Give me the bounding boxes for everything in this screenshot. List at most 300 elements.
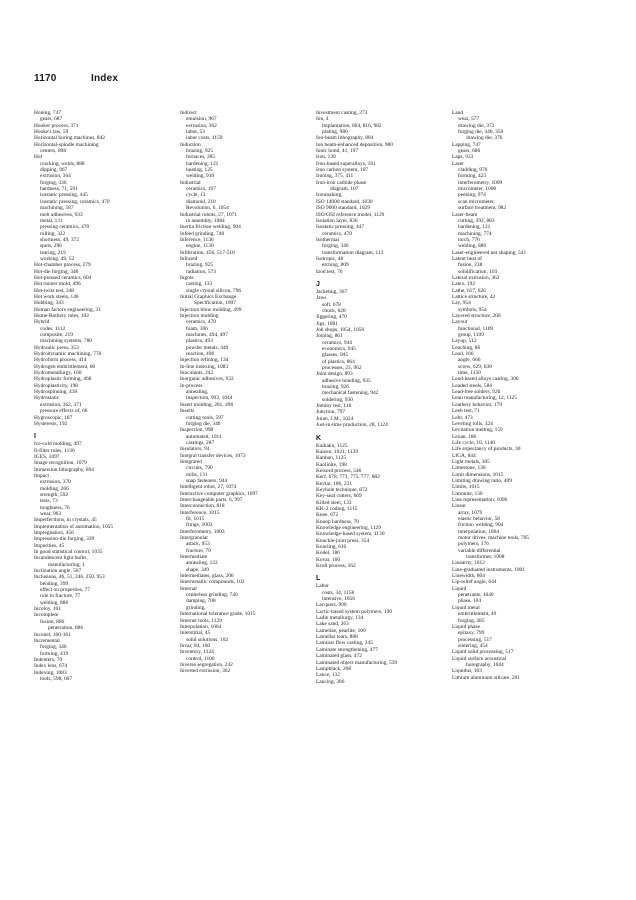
index-subentry: penetration, 886: [48, 625, 84, 632]
index-entry: Impregnation, 456: [34, 530, 74, 536]
index-subentry: ceramics, 470: [322, 230, 352, 237]
index-entry: Limestone, 130: [452, 465, 486, 472]
index-entry: Index lens, 674: [34, 663, 68, 670]
index-subentry: melt adhesives, 933: [40, 211, 83, 218]
index-entry: Induction: [180, 141, 201, 148]
index-subentry: brazing, 925: [186, 262, 213, 269]
index-entry: Hydrometallurgy, 160: [34, 370, 82, 377]
index-subentry: hardening, 121: [186, 160, 219, 167]
index-entry: Intelligent robot, 27, 1074: [180, 484, 237, 491]
index-subentry: plastics, 493: [186, 338, 213, 345]
index-entry: Key-seat cutters, 669: [316, 493, 362, 500]
index-entry: Laser-beam: [452, 211, 478, 218]
index-entry: Lip-relief angle, 644: [452, 579, 497, 586]
index-entry: Laminar flow casting, 245: [316, 640, 373, 647]
index-entry: Inorganic adhesives, 932: [180, 376, 234, 383]
index-entry: Line representation, 1096: [452, 496, 508, 503]
index-entry: Lapping, 747: [452, 141, 481, 148]
index-column-3: [316, 110, 452, 685]
index-entry: Horizontal-spindle machining: [34, 141, 99, 148]
page-header: [34, 73, 118, 84]
index-subentry: variable differential: [458, 547, 501, 554]
index-entry: Line-graduated instruments, 1001: [452, 566, 525, 573]
index-entry: Hot-die forging, 346: [34, 268, 79, 275]
index-entry: Hot work steels, 146: [34, 293, 79, 300]
index-entry: Latent heat of: [452, 255, 482, 262]
index-subentry: soldering, 930: [322, 396, 353, 403]
index-entry: KK-3 coding, 1115: [316, 505, 358, 512]
index-subentry: interferometry, 1009: [458, 179, 503, 186]
index-entry: Inoculants, 242: [180, 370, 214, 377]
index-subentry: circuits, 790: [186, 465, 213, 472]
index-entry: Laser: [452, 160, 464, 167]
index-subentry: automated, 1011: [186, 433, 222, 440]
index-subentry: solidification, 103: [458, 268, 498, 275]
index-entry: Ironing, 375, 411: [316, 173, 354, 180]
index-entry: Infrared: [180, 255, 198, 262]
index-entry: Indenters, 70: [34, 656, 63, 663]
index-entry: Inference, 1130: [180, 236, 214, 243]
index-subentry: emulsion, 967: [186, 116, 217, 123]
index-subentry: working, 49, 52: [40, 255, 75, 262]
index-subentry: forging, 285: [458, 617, 485, 624]
index-entry: Leveling rolls, 324: [452, 420, 493, 427]
index-entry: Hot-chamber process, 279: [34, 262, 91, 269]
index-subentry: scan micrometer,: [458, 198, 495, 205]
running-title: Index: [91, 73, 119, 84]
index-subentry: machines, 494, 497: [186, 332, 228, 339]
index-subentry: pressing ceramics, 470: [40, 224, 90, 231]
index-entry: Land: [452, 110, 464, 116]
index-entry: Hume-Rothery rules, 102: [34, 313, 89, 319]
index-subentry: diagram, 107: [330, 186, 359, 193]
index-entry: Leathery behavior, 179: [452, 401, 502, 408]
index-subentry: machining, 774: [458, 230, 492, 237]
index-subentry: solid solutions, 102: [186, 636, 229, 643]
index-entry: Investment casting, 273: [316, 110, 368, 116]
index-entry: Hydroplastic forming, 468: [34, 376, 92, 383]
index-entry: Inclusions, 46, 51, 246, 250, 953: [34, 574, 105, 581]
index-entry: Incandescent light bulbs,: [34, 555, 88, 562]
index-subentry: welding, 886: [40, 599, 69, 606]
index-subentry: in assembly, 1084: [186, 217, 225, 224]
index-subentry: ceramics, 197: [186, 186, 216, 193]
section-letter: K: [316, 434, 322, 442]
index-subentry: polymers, 176: [458, 541, 489, 548]
index-entry: Lay, 954: [452, 300, 471, 307]
index-entry: Inverse segregation, 242: [180, 661, 233, 668]
index-subentry: chuck, 628: [322, 307, 346, 314]
index-entry: Liquid surface acoustical: [452, 655, 507, 662]
index-entry: Job shops, 1054, 1056: [316, 327, 365, 333]
index-column-4: [452, 110, 588, 681]
index-entry: Honing, 747: [34, 110, 61, 116]
index-subentry: control, 1106: [186, 655, 215, 662]
index-entry: Infiltration, 456, 517-518: [180, 249, 235, 256]
index-entry: Integrated: [180, 458, 202, 465]
index-subentry: of plastics, 864: [322, 358, 355, 365]
index-subentry: strength, 592: [40, 491, 69, 498]
index-subentry: role in fracture, 77: [40, 593, 81, 600]
index-subentry: functional, 1109: [458, 325, 494, 332]
index-entry: Leaching, 86: [452, 344, 481, 351]
index-entry: Lampblack, 208: [316, 665, 352, 672]
index-entry: Kerf, 678, 773, 775, 777, 882: [316, 474, 380, 481]
index-subentry: transformation diagram, 113: [322, 249, 384, 256]
index-entry: Internal: [180, 585, 197, 592]
index-entry: ISO/OSI reference model, 1129: [316, 211, 385, 218]
index-subentry: phase, 104: [458, 598, 482, 605]
index-entry: Lacquers, 990: [316, 602, 347, 609]
index-subentry: time, 1150: [458, 370, 481, 377]
index-subentry: soft, 678: [322, 301, 341, 308]
index-entry: Intergranular: [180, 535, 209, 542]
index-entry: Knurling, 616: [316, 544, 347, 550]
index-entry: Impurities, 45: [34, 542, 65, 549]
index-subentry: torch, 776: [458, 236, 480, 243]
index-entry: Hooker process, 371: [34, 122, 79, 129]
index-entry: Lateral extrusion, 362: [452, 274, 500, 281]
index-subentry: extrusion, 364: [40, 173, 71, 180]
index-subentry: heating, 125: [186, 167, 213, 174]
index-subentry: micrometer, 1008: [458, 186, 497, 193]
index-entry: Intermetallic compounds, 102: [180, 579, 245, 586]
index-entry: Layered structure, 208: [452, 313, 501, 319]
index-entry: Indirect: [180, 110, 197, 116]
index-subentry: Specification, 1097: [194, 300, 236, 307]
index-subentry: sintering, 454: [458, 642, 488, 649]
index-entry: Lathe, 617, 626: [452, 287, 486, 294]
index-subentry: angle, 666: [458, 357, 481, 364]
index-entry: Kroll process, 162: [316, 563, 356, 570]
index-subentry: fusion, 238: [458, 262, 483, 269]
index-subentry: forging, 336: [40, 179, 67, 186]
index-subentry: forming, 423: [458, 173, 487, 180]
index-subentry: cutting tools, 597: [186, 414, 224, 421]
index-subentry: pressure effects of, 66: [40, 408, 88, 415]
index-entry: Liquid phase: [452, 623, 480, 630]
index-subentry: cracking, welds, 888: [40, 160, 85, 167]
index-entry: Hygroscopic, 187: [34, 414, 73, 421]
index-entry: Laminated object manufacturing, 539: [316, 659, 398, 666]
index-subentry: drawing die, 376: [466, 135, 503, 142]
index-entry: Just-in-time production, 28, 1124: [316, 422, 388, 429]
index-subentry: attack, 953: [186, 541, 210, 548]
index-entry: Lehr, 473: [452, 414, 473, 421]
index-entry: Lancing, 386: [316, 678, 345, 685]
index-subentry: rolling, 322: [40, 230, 66, 237]
index-entry: Lamellae, pearlite, 109: [316, 627, 366, 634]
index-subentry: dipping, 967: [40, 167, 68, 174]
index-entry: Kaolinite, 198: [316, 461, 347, 468]
index-entry: Knowledge-based system, 1130: [316, 531, 385, 538]
index-entry: Isotropic, 48: [316, 255, 344, 262]
index-entry: Liquid solid processing, 517: [452, 649, 514, 656]
index-entry: Jigs, 1081: [316, 320, 338, 327]
index-entry: Layup, 512: [452, 338, 477, 345]
index-entry: Injection blow molding, 499: [180, 306, 242, 313]
index-entry: Laps, 933: [452, 154, 474, 161]
index-entry: Hot runner mold, 496: [34, 281, 81, 288]
index-subentry: interpolation, 1064: [458, 528, 500, 535]
index-entry: Hydrodynamic machining, 778: [34, 351, 102, 358]
index-subentry: symbols, 954: [458, 306, 487, 313]
index-subentry: array, 1079: [458, 509, 483, 516]
index-entry: Juran, J.M., 1024: [316, 415, 354, 422]
index-entry: Incomplete: [34, 612, 59, 619]
index-subentry: casting, 133: [186, 281, 213, 288]
index-entry: Interpolation, 1064: [180, 623, 222, 630]
index-entry: Layout: [452, 319, 468, 326]
index-entry: Inconel, 160-161: [34, 631, 71, 638]
index-entry: Lattice structure, 42: [452, 293, 496, 300]
index-subentry: peening, 974: [458, 192, 486, 199]
index-subentry: engine, 1130: [186, 243, 214, 250]
section-letter: I: [34, 433, 36, 441]
index-entry: Kanban, 1125: [316, 455, 347, 462]
index-subentry: tests, 73: [40, 498, 58, 505]
index-entry: Killed steel, 133: [316, 499, 352, 506]
index-entry: Integral transfer devices, 1073: [180, 452, 246, 459]
index-entry: Human factors engineering, 31: [34, 306, 101, 313]
index-entry: Lead-free solders, 926: [452, 389, 501, 396]
index-entry: Kaizen, 1021, 1139: [316, 448, 359, 455]
index-entry: Inspection, 998: [180, 427, 214, 434]
index-subentry: extrusion, 362, 371: [40, 401, 82, 408]
section-letter: J: [316, 280, 320, 288]
index-entry: Industrial robots, 27, 1071: [180, 211, 238, 218]
index-subentry: grinding,: [186, 604, 206, 611]
index-entry: Linear: [452, 503, 467, 510]
index-entry: In good statistical control, 1035: [34, 549, 103, 556]
index-subentry: glasses, 945: [322, 352, 349, 359]
index-entry: Jacketing, 367: [316, 288, 348, 295]
index-entry: Incremental: [34, 637, 60, 644]
index-entry: Lead-based alloys casting, 306: [452, 376, 519, 383]
index-entry: Laminated glass, 472: [316, 653, 362, 660]
index-subentry: epitaxy, 799: [458, 630, 485, 637]
index-entry: Interferometry, 1003: [180, 528, 225, 535]
index-entry: Limit dimensions, 1015: [452, 471, 504, 478]
index-subentry: centers, 898: [40, 148, 67, 155]
index-column-1: [34, 110, 170, 682]
index-entry: Joining, 861: [316, 333, 343, 340]
index-entry: Isostatic pressing, 447: [316, 224, 365, 231]
index-subentry: toughness, 76: [40, 504, 70, 511]
index-subentry: castings, 287: [186, 439, 215, 446]
index-subentry: embrittlement, 49: [458, 611, 497, 618]
index-subentry: reaction, 496: [186, 351, 215, 358]
index-subentry: radiation, 573: [186, 268, 216, 275]
index-entry: Kodel, 186: [316, 550, 340, 557]
index-subentry: effect on properties, 77: [40, 587, 90, 594]
index-subentry: ceramics, 944: [322, 339, 352, 346]
index-entry: Inventory, 1124: [180, 649, 214, 656]
index-entry: Knee, 672: [316, 512, 339, 519]
index-entry: Knoop hardness, 70: [316, 518, 359, 525]
index-entry: Keyhole technique, 872: [316, 486, 368, 493]
index-entry: ISO 9000 standard, 1029: [316, 205, 370, 212]
index-subentry: foam, 306: [186, 325, 208, 332]
index-subentry: group, 1109: [458, 332, 484, 339]
index-entry: Iron-iron carbide phase: [316, 179, 367, 186]
index-subentry: screw, 629, 630: [458, 363, 492, 370]
index-entry: Hydroplasticity, 198: [34, 382, 78, 389]
index-subentry: forging, 346: [40, 644, 67, 651]
index-entry: Infeed grinding, 740: [180, 230, 225, 237]
index-entry: Limits, 1015: [452, 484, 480, 491]
index-entry: Labor: [316, 583, 329, 590]
page-number: 1170: [34, 73, 57, 84]
index-subentry: mills, 131: [186, 471, 208, 478]
index-subentry: gears, 687: [40, 116, 63, 123]
index-subentry: cycle, 13: [186, 192, 206, 199]
index-subentry: economics, 945: [322, 346, 356, 353]
index-subentry: fringe, 1003: [186, 522, 213, 529]
index-subentry: manufacturing, 1: [48, 561, 85, 568]
section-letter: L: [316, 575, 321, 583]
index-subentry: isostatic pressing, ceramics, 470: [40, 198, 110, 205]
index-subentry: welding, 910: [186, 173, 215, 180]
index-entry: Laser-engineered net shaping, 541: [452, 249, 527, 256]
index-entry: Industrial: [180, 179, 201, 186]
index-subentry: welding, 880: [458, 243, 487, 250]
index-entry: Hot-twist test, 348: [34, 287, 74, 294]
index-entry: Ion-beam lithography, 804: [316, 135, 374, 142]
index-entry: LIGA, 844: [452, 452, 476, 459]
index-entry: Insert molding, 281, 496: [180, 401, 234, 408]
index-entry: ISO 14000 standard, 1030: [316, 198, 373, 205]
index-entry: Lance, 132: [316, 672, 340, 679]
index-entry: Linearity, 1012: [452, 560, 485, 567]
index-entry: Insulators, 94: [180, 446, 210, 453]
index-entry: Lake sand, 263: [316, 621, 349, 628]
index-entry: Lithium aluminum silicate, 201: [452, 674, 520, 681]
index-entry: Knowledge engineering, 1129: [316, 524, 381, 531]
index-subentry: wear, 577: [458, 116, 480, 123]
index-entry: Inserts: [180, 408, 195, 415]
index-entry: Latex, 192: [452, 281, 476, 288]
index-entry: Levitation melting, 159: [452, 427, 503, 434]
index-entry: Hooke's law, 59: [34, 129, 69, 136]
index-subentry: adhesive bonding, 935: [322, 377, 371, 384]
index-entry: Hot: [34, 154, 43, 161]
index-entry: Lexan, 186: [452, 433, 477, 440]
index-entry: Leaded steels, 584: [452, 382, 492, 389]
index-entry: Ingots: [180, 274, 194, 281]
index-subentry: gears, 686: [458, 148, 481, 155]
index-entry: Iron-based superalloys, 161: [316, 160, 376, 167]
index-subentry: fusion, 886: [40, 618, 65, 625]
index-entry: Lactic-based system polymers, 190: [316, 608, 393, 615]
index-entry: Ion, 4: [316, 116, 329, 123]
index-entry: Lean manufacturing, 12, 1125: [452, 395, 517, 402]
index-entry: Liquid metal: [452, 604, 480, 611]
index-subentry: annealing, 122: [186, 560, 218, 567]
index-entry: Impact: [34, 472, 49, 479]
index-entry: Hubbing, 343: [34, 300, 64, 307]
index-entry: Hydrospinning, 418: [34, 389, 78, 396]
index-entry: Interference, 1015: [180, 509, 220, 516]
index-entry: In-process: [180, 382, 203, 389]
index-entry: Liquid: [452, 585, 467, 592]
index-entry: Il-filter rules, 1130: [34, 447, 75, 454]
index-subentry: motor drives, machine tools, 705: [458, 535, 529, 542]
index-subentry: holography, 1044: [466, 661, 504, 668]
index-entry: Life cycle, 10, 1140: [452, 439, 496, 446]
index-subentry: hardness, 71, 591: [40, 186, 78, 193]
index-entry: Limiting drawing ratio, 409: [452, 477, 512, 484]
index-entry: Junction, 797: [316, 409, 346, 416]
index-subentry: wear, 963: [40, 510, 62, 517]
index-entry: Immersion lithography, 804: [34, 466, 94, 473]
index-subentry: shortness, 49, 372: [40, 236, 79, 243]
index-subentry: tearing, 219: [40, 249, 66, 256]
index-entry: Indexing, 1083: [34, 669, 67, 676]
index-subentry: extrusion, 370: [40, 479, 71, 486]
index-subentry: annealing,: [186, 389, 209, 396]
index-subentry: elastic behavior, 58: [458, 516, 500, 522]
index-subentry: inspection, 993, 1044: [186, 395, 233, 402]
index-entry: In-line indexing, 1083: [180, 363, 229, 370]
index-subentry: drawing die, 372: [458, 122, 495, 129]
index-subentry: labor costs, 1159: [186, 135, 223, 142]
index-entry: Life expectancy of products, 30: [452, 446, 521, 453]
index-subentry: etching, 809: [322, 262, 349, 269]
index-entry: Impression-die forging, 339: [34, 536, 95, 543]
index-entry: Ionic bond, 41, 197: [316, 148, 359, 155]
index-entry: Hydrogen embrittlement, 80: [34, 363, 96, 370]
index-entry: Ice-cold molding, 497: [34, 441, 82, 448]
index-entry: Lamellar tears, 888: [316, 634, 358, 641]
index-entry: Hydroform process, 414: [34, 357, 87, 364]
index-entry: Isolation layer, 836: [316, 217, 358, 224]
index-entry: Intermediates, glass, 206: [180, 573, 234, 580]
index-subentry: hardening, 121: [458, 224, 491, 231]
index-entry: Hot-pressed ceramics, 604: [34, 274, 92, 281]
index-entry: Injection refining, 134: [180, 357, 229, 364]
index-subentry: tools, 598, 607: [40, 675, 73, 682]
index-entry: Laminate strengthening, 477: [316, 646, 378, 653]
index-entry: Inverted extrusion, 362: [180, 668, 231, 675]
index-entry: Jominy test, 116: [316, 403, 352, 410]
index-subentry: single crystal silicon, 796: [186, 287, 242, 294]
index-entry: Jaws: [316, 295, 327, 302]
index-entry: Hysteresis, 192: [34, 420, 68, 427]
index-entry: Leeb test, 71: [452, 408, 480, 415]
index-subentry: plating, 980: [322, 129, 348, 136]
index-subentry: forming, 419: [40, 650, 69, 657]
index-entry: International tolerance grade, 1015: [180, 611, 256, 618]
index-entry: IGES, 1097: [34, 453, 60, 460]
index-entry: Hydraulic press, 353: [34, 344, 79, 351]
index-subentry: snap fasteners, 944: [186, 477, 228, 484]
index-subentry: damping, 708: [186, 598, 216, 605]
index-entry: Horizontal boring machines, 842: [34, 135, 105, 142]
index-subentry: Revolution, 6, 1054: [186, 205, 229, 212]
index-entry: Interstitial, 45: [180, 630, 211, 637]
index-entry: Implementation of automation, 1055: [34, 523, 114, 530]
index-subentry: processing, 517: [458, 636, 492, 643]
index-subentry: mechanical fastening, 942: [322, 390, 379, 397]
index-subentry: penetrants, 1040: [458, 592, 494, 599]
index-subentry: furnaces, 285: [186, 154, 216, 161]
index-entry: Knuckle-joint press, 354: [316, 537, 370, 544]
index-subentry: composite, 219: [40, 332, 73, 339]
index-subentry: centerless grinding, 740: [186, 592, 238, 599]
index-entry: Jiggering, 470: [316, 314, 347, 321]
index-entry: Isothermal: [316, 236, 340, 243]
